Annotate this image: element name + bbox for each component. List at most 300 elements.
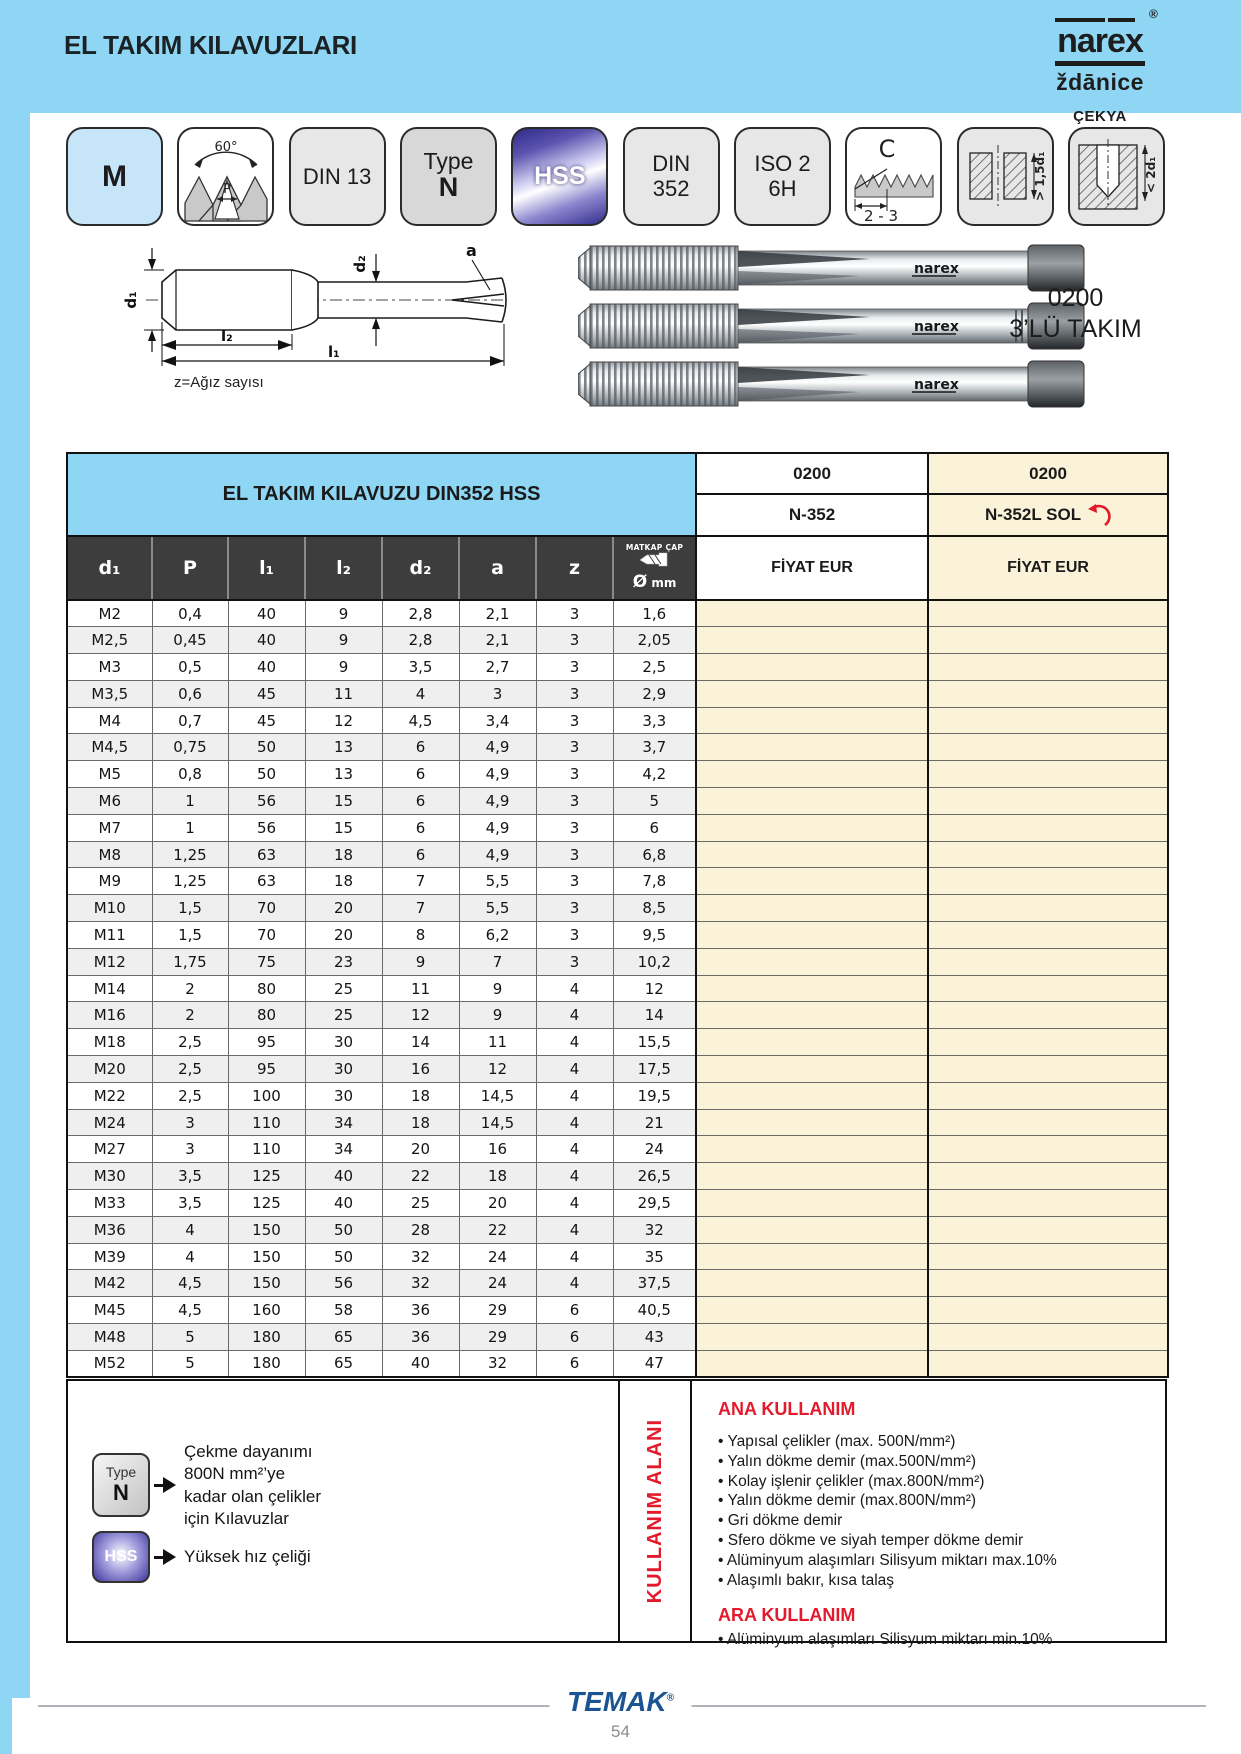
- table-cell: 6: [382, 841, 459, 868]
- page-title: EL TAKIM KILAVUZLARI: [64, 30, 357, 60]
- table-cell: 22: [382, 1163, 459, 1190]
- table-cell: 20: [382, 1136, 459, 1163]
- table-cell: 4: [152, 1243, 228, 1270]
- badge-iso2-6h: ISO 2 6H: [734, 127, 831, 226]
- table-cell: 16: [382, 1056, 459, 1083]
- table-cell: M18: [67, 1029, 152, 1056]
- table-cell: 4: [536, 1136, 613, 1163]
- table-cell: 160: [228, 1297, 305, 1324]
- table-cell: 30: [305, 1056, 382, 1083]
- table-cell: M33: [67, 1190, 152, 1217]
- price-cell-n352l: [928, 868, 1168, 895]
- badge-din352: DIN 352: [623, 127, 720, 226]
- col-code-n352: 0200: [696, 453, 928, 494]
- table-cell: M3: [67, 654, 152, 681]
- table-cell: 180: [228, 1350, 305, 1377]
- table-cell: 5: [152, 1324, 228, 1351]
- table-cell: 4,9: [459, 814, 536, 841]
- price-cell-n352: [696, 1109, 928, 1136]
- price-cell-n352: [696, 948, 928, 975]
- table-cell: 2,5: [152, 1082, 228, 1109]
- table-cell: 23: [305, 948, 382, 975]
- table-cell: 65: [305, 1350, 382, 1377]
- table-cell: 40,5: [613, 1297, 696, 1324]
- logo-bar: [1055, 18, 1105, 22]
- price-cell-n352: [696, 1029, 928, 1056]
- price-cell-n352: [696, 1190, 928, 1217]
- price-cell-n352l: [928, 654, 1168, 681]
- table-cell: 2,05: [613, 627, 696, 654]
- svg-text:C: C: [878, 134, 896, 163]
- table-cell: 50: [228, 734, 305, 761]
- table-cell: 9: [382, 948, 459, 975]
- table-cell: 56: [305, 1270, 382, 1297]
- table-cell: 47: [613, 1350, 696, 1377]
- table-cell: M39: [67, 1243, 152, 1270]
- table-cell: 95: [228, 1056, 305, 1083]
- table-cell: 45: [228, 680, 305, 707]
- table-cell: 7: [382, 868, 459, 895]
- table-cell: 2,1: [459, 627, 536, 654]
- table-cell: 80: [228, 1002, 305, 1029]
- table-cell: 5: [152, 1350, 228, 1377]
- table-cell: 18: [305, 868, 382, 895]
- price-cell-n352: [696, 761, 928, 788]
- table-cell: 43: [613, 1324, 696, 1351]
- table-cell: 4: [536, 1243, 613, 1270]
- table-cell: M5: [67, 761, 152, 788]
- narex-logo: [1055, 7, 1157, 66]
- table-cell: 1: [152, 788, 228, 815]
- thread-profile-icon: [183, 131, 269, 223]
- table-row: [67, 1109, 1168, 1136]
- table-cell: 3: [536, 600, 613, 627]
- brand-name: narex: [1057, 22, 1143, 60]
- table-cell: 4: [536, 1216, 613, 1243]
- technical-drawing: [66, 238, 516, 400]
- table-cell: 36: [382, 1324, 459, 1351]
- table-cell: M12: [67, 948, 152, 975]
- table-cell: 3: [536, 922, 613, 949]
- size-price-table: [66, 452, 1169, 1378]
- price-cell-n352l: [928, 1082, 1168, 1109]
- price-cell-n352: [696, 654, 928, 681]
- table-cell: 16: [459, 1136, 536, 1163]
- table-row: [67, 1324, 1168, 1351]
- table-cell: M16: [67, 1002, 152, 1029]
- price-cell-n352l: [928, 1029, 1168, 1056]
- table-cell: 0,4: [152, 600, 228, 627]
- svg-text:60°: 60°: [214, 139, 238, 155]
- table-row: [67, 1350, 1168, 1377]
- table-cell: 50: [228, 761, 305, 788]
- table-cell: 14,5: [459, 1109, 536, 1136]
- table-cell: M2: [67, 600, 152, 627]
- left-hand-arrow-icon: [1085, 502, 1111, 528]
- logo-bar: [1108, 18, 1135, 22]
- table-row: [67, 1216, 1168, 1243]
- price-cell-n352l: [928, 1350, 1168, 1377]
- usage-item: • Yapısal çelikler (max. 500N/mm²): [718, 1432, 1058, 1452]
- price-cell-n352l: [928, 761, 1168, 788]
- table-cell: 14: [382, 1029, 459, 1056]
- table-cell: M27: [67, 1136, 152, 1163]
- product-name: 3’LÜ TAKIM: [1009, 315, 1142, 344]
- col-header-l1: l₁: [228, 536, 305, 600]
- table-row: [67, 1270, 1168, 1297]
- table-cell: 34: [305, 1136, 382, 1163]
- table-row: [67, 707, 1168, 734]
- table-cell: 14: [613, 1002, 696, 1029]
- table-cell: M36: [67, 1216, 152, 1243]
- brand-subname: ždānice: [1056, 69, 1144, 95]
- usage-item: • Yalın dökme demir (max.500N/mm²): [718, 1452, 1058, 1472]
- arrow-icon: [154, 1549, 184, 1565]
- col-header-d2: d₂: [382, 536, 459, 600]
- drawing-caption: z=Ağız sayısı: [174, 374, 264, 391]
- table-cell: 125: [228, 1163, 305, 1190]
- brand-logo: [1030, 7, 1170, 125]
- table-cell: 2,1: [459, 600, 536, 627]
- usage-vertical-strip: [620, 1381, 692, 1641]
- table-cell: 3: [536, 680, 613, 707]
- svg-text:a: a: [466, 241, 477, 260]
- table-cell: 28: [382, 1216, 459, 1243]
- table-cell: 180: [228, 1324, 305, 1351]
- table-cell: 3,5: [152, 1190, 228, 1217]
- table-cell: 2,9: [613, 680, 696, 707]
- table-row: [67, 975, 1168, 1002]
- legend-hss-text: Yüksek hız çeliği: [184, 1547, 311, 1566]
- table-row: [67, 1190, 1168, 1217]
- table-cell: 11: [382, 975, 459, 1002]
- price-cell-n352: [696, 814, 928, 841]
- price-cell-n352l: [928, 1056, 1168, 1083]
- table-row: [67, 680, 1168, 707]
- table-cell: M8: [67, 841, 152, 868]
- table-cell: 2: [152, 975, 228, 1002]
- col-code-n352l: 0200: [928, 453, 1168, 494]
- table-cell: 30: [305, 1082, 382, 1109]
- table-row: [67, 1297, 1168, 1324]
- table-cell: 4,5: [382, 707, 459, 734]
- col-header-l2: l₂: [305, 536, 382, 600]
- legend-type-n-text: [184, 1441, 321, 1531]
- table-cell: 7: [459, 948, 536, 975]
- usage-box: [692, 1381, 1165, 1648]
- table-cell: 30: [305, 1029, 382, 1056]
- registered-mark: ®: [1149, 7, 1157, 21]
- table-cell: 13: [305, 761, 382, 788]
- table-cell: M20: [67, 1056, 152, 1083]
- table-cell: 35: [613, 1243, 696, 1270]
- table-cell: 4,9: [459, 761, 536, 788]
- table-cell: 18: [382, 1109, 459, 1136]
- table-cell: 3,4: [459, 707, 536, 734]
- usage-item: • Kolay işlenir çelikler (max.800N/mm²): [718, 1472, 1058, 1492]
- table-cell: 8: [382, 922, 459, 949]
- price-cell-n352l: [928, 1324, 1168, 1351]
- usage-item: • Alüminyum alaşımları Silisyum miktarı max.10%: [718, 1551, 1058, 1571]
- price-cell-n352l: [928, 841, 1168, 868]
- table-cell: M6: [67, 788, 152, 815]
- badge-thread-profile: [177, 127, 274, 226]
- secondary-usage-heading: ARA KULLANIM: [718, 1604, 856, 1625]
- table-cell: 11: [459, 1029, 536, 1056]
- table-cell: 20: [459, 1190, 536, 1217]
- table-title: EL TAKIM KILAVUZU DIN352 HSS: [67, 453, 696, 536]
- chamfer-icon: [851, 131, 937, 223]
- price-cell-n352l: [928, 680, 1168, 707]
- table-cell: 4,5: [152, 1297, 228, 1324]
- badge-hss: HSS: [511, 127, 608, 226]
- drill-bit-icon: [638, 551, 672, 568]
- badge-blind-hole: [1068, 127, 1165, 226]
- spec-badges-row: [66, 127, 1165, 226]
- price-cell-n352: [696, 868, 928, 895]
- table-cell: 29,5: [613, 1190, 696, 1217]
- table-row: [67, 761, 1168, 788]
- table-cell: 20: [305, 895, 382, 922]
- table-cell: 15: [305, 788, 382, 815]
- table-cell: 6: [536, 1297, 613, 1324]
- table-cell: 6,2: [459, 922, 536, 949]
- table-cell: 45: [228, 707, 305, 734]
- table-cell: 4: [536, 1270, 613, 1297]
- usage-item: • Yalın dökme demir (max.800N/mm²): [718, 1491, 1058, 1511]
- table-row: [67, 788, 1168, 815]
- usage-vertical-label: KULLANIM ALANI: [643, 1418, 666, 1604]
- price-cell-n352l: [928, 734, 1168, 761]
- table-cell: 25: [305, 1002, 382, 1029]
- table-row: [67, 600, 1168, 627]
- table-cell: 3,7: [613, 734, 696, 761]
- table-cell: 2,8: [382, 600, 459, 627]
- table-cell: 4: [536, 1029, 613, 1056]
- table-cell: 32: [382, 1243, 459, 1270]
- table-cell: 70: [228, 922, 305, 949]
- table-cell: 0,5: [152, 654, 228, 681]
- table-cell: 0,45: [152, 627, 228, 654]
- table-cell: 3: [536, 627, 613, 654]
- table-cell: M42: [67, 1270, 152, 1297]
- table-cell: 18: [305, 841, 382, 868]
- table-cell: 95: [228, 1029, 305, 1056]
- table-cell: 24: [613, 1136, 696, 1163]
- registered-mark: ®: [666, 1692, 674, 1704]
- table-cell: 3: [459, 680, 536, 707]
- table-cell: 37,5: [613, 1270, 696, 1297]
- main-usage-list: [718, 1432, 1058, 1591]
- table-cell: 22: [459, 1216, 536, 1243]
- table-cell: 0,6: [152, 680, 228, 707]
- table-cell: 2,5: [152, 1056, 228, 1083]
- table-cell: 6: [536, 1324, 613, 1351]
- price-cell-n352: [696, 1136, 928, 1163]
- table-cell: 25: [382, 1190, 459, 1217]
- table-cell: 32: [613, 1216, 696, 1243]
- table-cell: 3,5: [382, 654, 459, 681]
- arrow-icon: [154, 1477, 184, 1493]
- table-cell: 3: [536, 841, 613, 868]
- table-cell: 9: [459, 975, 536, 1002]
- price-cell-n352l: [928, 922, 1168, 949]
- table-cell: 4: [536, 1002, 613, 1029]
- table-cell: 9: [459, 1002, 536, 1029]
- table-cell: 40: [382, 1350, 459, 1377]
- price-cell-n352: [696, 788, 928, 815]
- table-cell: M48: [67, 1324, 152, 1351]
- table-cell: 4: [536, 1082, 613, 1109]
- table-cell: 3: [536, 761, 613, 788]
- price-cell-n352l: [928, 627, 1168, 654]
- table-cell: 3: [152, 1109, 228, 1136]
- table-cell: 50: [305, 1243, 382, 1270]
- table-cell: 2,5: [613, 654, 696, 681]
- table-cell: 3: [536, 948, 613, 975]
- svg-text:d₂: d₂: [351, 255, 369, 273]
- table-cell: 150: [228, 1243, 305, 1270]
- table-cell: 18: [459, 1163, 536, 1190]
- table-cell: 100: [228, 1082, 305, 1109]
- table-cell: 20: [305, 922, 382, 949]
- price-cell-n352l: [928, 1297, 1168, 1324]
- price-cell-n352l: [928, 948, 1168, 975]
- table-cell: 1,6: [613, 600, 696, 627]
- table-row: [67, 814, 1168, 841]
- table-cell: 58: [305, 1297, 382, 1324]
- product-code-block: [978, 283, 1173, 346]
- table-cell: 5,5: [459, 868, 536, 895]
- col-header-drill-diameter: MATKAP ÇAP Ø mm: [613, 536, 696, 600]
- table-cell: 6: [382, 734, 459, 761]
- table-cell: 1,25: [152, 868, 228, 895]
- legend-hss-badge: HSS: [92, 1531, 150, 1583]
- table-cell: 15,5: [613, 1029, 696, 1056]
- table-cell: 4: [536, 1109, 613, 1136]
- legend-text-line: Çekme dayanımı: [184, 1442, 313, 1461]
- table-cell: 9,5: [613, 922, 696, 949]
- page-number: 54: [611, 1722, 630, 1741]
- table-cell: 6: [613, 814, 696, 841]
- table-cell: 3: [152, 1136, 228, 1163]
- table-cell: 34: [305, 1109, 382, 1136]
- product-code: 0200: [1047, 284, 1104, 312]
- table-cell: 29: [459, 1297, 536, 1324]
- legend-text-line: kadar olan çelikler: [184, 1486, 322, 1506]
- table-row: [67, 1082, 1168, 1109]
- table-cell: 10,2: [613, 948, 696, 975]
- table-cell: 2,5: [152, 1029, 228, 1056]
- price-cell-n352l: [928, 1270, 1168, 1297]
- table-cell: 11: [305, 680, 382, 707]
- table-cell: M45: [67, 1297, 152, 1324]
- table-cell: 4: [382, 680, 459, 707]
- table-cell: 26,5: [613, 1163, 696, 1190]
- table-cell: 4,2: [613, 761, 696, 788]
- badge-din13: DIN 13: [289, 127, 386, 226]
- table-cell: M2,5: [67, 627, 152, 654]
- price-cell-n352l: [928, 1216, 1168, 1243]
- table-cell: 25: [305, 975, 382, 1002]
- table-cell: 5: [613, 788, 696, 815]
- blind-hole-icon: [1073, 131, 1159, 223]
- table-body: [67, 600, 1168, 1377]
- table-cell: 4: [536, 975, 613, 1002]
- footer-logo: TEMAK®: [549, 1686, 692, 1718]
- table-cell: 1,25: [152, 841, 228, 868]
- price-cell-n352l: [928, 788, 1168, 815]
- table-cell: 0,75: [152, 734, 228, 761]
- table-cell: 0,7: [152, 707, 228, 734]
- table-cell: 6: [382, 814, 459, 841]
- table-cell: 40: [228, 600, 305, 627]
- usage-item: • Sfero dökme ve siyah temper dökme demir: [718, 1531, 1058, 1551]
- table-cell: 6: [382, 761, 459, 788]
- svg-text:2 - 3: 2 - 3: [863, 206, 898, 223]
- table-cell: 1,5: [152, 895, 228, 922]
- table-cell: 4: [536, 1056, 613, 1083]
- table-row: [67, 1243, 1168, 1270]
- svg-text:l₁: l₁: [328, 343, 340, 361]
- table-row: [67, 895, 1168, 922]
- col-header-d1: d₁: [67, 536, 152, 600]
- price-cell-n352: [696, 1002, 928, 1029]
- badge-through-hole: [957, 127, 1054, 226]
- svg-text:l₂: l₂: [221, 327, 233, 345]
- brand-country: ÇEKYA: [1073, 108, 1127, 125]
- price-header-n352l: FİYAT EUR: [928, 536, 1168, 600]
- table-cell: 80: [228, 975, 305, 1002]
- table-cell: 18: [382, 1082, 459, 1109]
- svg-text:> 1,5d₁: > 1,5d₁: [1033, 151, 1048, 201]
- table-cell: 8,5: [613, 895, 696, 922]
- table-row: [67, 1029, 1168, 1056]
- price-cell-n352: [696, 975, 928, 1002]
- table-row: [67, 1056, 1168, 1083]
- table-cell: 40: [305, 1163, 382, 1190]
- price-cell-n352: [696, 922, 928, 949]
- price-cell-n352l: [928, 1002, 1168, 1029]
- table-cell: 150: [228, 1216, 305, 1243]
- table-row: [67, 922, 1168, 949]
- table-cell: 3,3: [613, 707, 696, 734]
- price-cell-n352: [696, 895, 928, 922]
- price-cell-n352: [696, 1056, 928, 1083]
- table-cell: 7: [382, 895, 459, 922]
- svg-text:< 2d₁: < 2d₁: [1144, 156, 1159, 193]
- badge-chamfer-2-3: [845, 127, 942, 226]
- secondary-usage-list: [718, 1630, 1058, 1650]
- table-cell: 3: [536, 734, 613, 761]
- table-cell: 65: [305, 1324, 382, 1351]
- table-cell: 4: [536, 1190, 613, 1217]
- table-cell: 0,8: [152, 761, 228, 788]
- table-cell: 2,8: [382, 627, 459, 654]
- price-cell-n352: [696, 600, 928, 627]
- table-cell: 13: [305, 734, 382, 761]
- table-row: [67, 1163, 1168, 1190]
- table-cell: 40: [228, 654, 305, 681]
- table-cell: M3,5: [67, 680, 152, 707]
- table-row: [67, 841, 1168, 868]
- table-cell: 12: [382, 1002, 459, 1029]
- table-cell: 29: [459, 1324, 536, 1351]
- price-header-n352: FİYAT EUR: [696, 536, 928, 600]
- table-cell: 1: [152, 814, 228, 841]
- legend-usage-section: [66, 1379, 1167, 1648]
- table-cell: M24: [67, 1109, 152, 1136]
